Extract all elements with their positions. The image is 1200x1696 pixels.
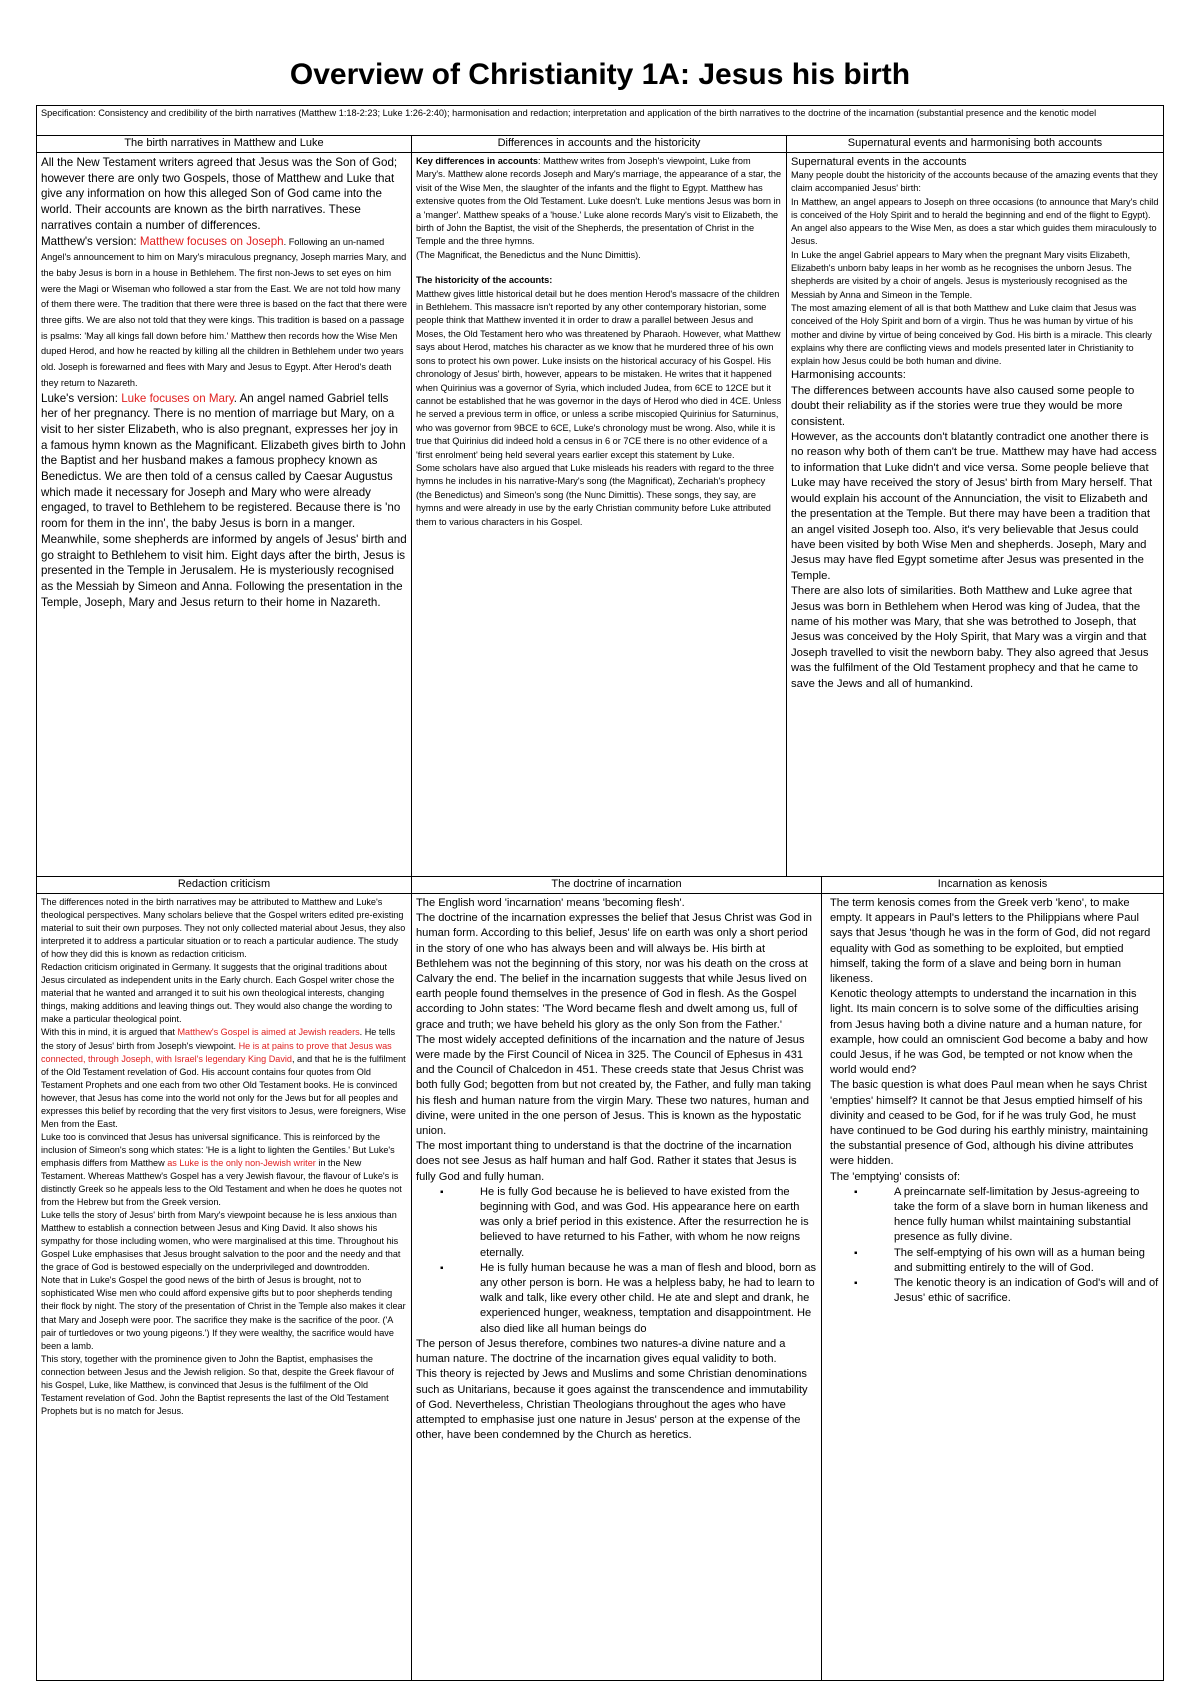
redaction-p2: Redaction criticism originated in Germany. It suggests that the original traditions about Jesus circulated as independent units in the Early church. Each Gospel writer chose the material that he wanted and arranged it to suit his own theological interests, changing things, making additions and leaving things out. They would also change the wording to make a particular theological point. bbox=[41, 962, 395, 1025]
page-title: Overview of Christianity 1A: Jesus his birth bbox=[289, 58, 911, 91]
doctrine-header: The doctrine of incarnation bbox=[412, 877, 821, 894]
luke-angel: In Luke the angel Gabriel appears to Mary when the pregnant Mary visits Elizabeth, Elizabeth's unborn baby leaps in her womb as he recognises the unborn Jesus. The shepherds are visited by a choir of angels. Jesus is mysteriously recognised as the Messiah by Anna and Simeon in the Temple. bbox=[791, 249, 1132, 300]
amazing-element: The most amazing element of all is that both Matthew and Luke claim that Jesus was conceived of the Holy Spirit and born of a virgin. Thus he was human by virtue of his mother and divine by virtue of being conceived by God. His birth is a miracle. This clearly explains why there are conflicting views and models presented later in Christianity to explain how Jesus could be both human and divine. bbox=[791, 302, 1152, 367]
similarities-text: There are also lots of similarities. Both Matthew and Luke agree that Jesus was born in Bethlehem when Herod was king of Judea, that the name of his mother was Mary, that she was betrothed to Joseph, that Jesus was conceived by the Holy Spirit, that Mary was a virgin and that Joseph travelled to visit the newborn baby. They also agreed that Jesus was the fulfilment of the Old Testament prophecy and that he came to save the Jews and all of humankind. bbox=[791, 585, 1149, 690]
doctrine-p6: This theory is rejected by Jews and Muslims and some Christian denominations such as Unitarians, because it goes against the transcendence and immutability of God. Nevertheless, Christian Theologians throughout the ages who have attempted to emphasise just one nature in Jesus' person at the expense of the other, have been condemned by the Church as heretics. bbox=[416, 1368, 808, 1442]
key-differences-label: Key differences in accounts bbox=[416, 156, 539, 166]
doctrine-p2: The doctrine of the incarnation expresses the belief that Jesus Christ was God in human form. According to this belief, Jesus' life on earth was only a short period in the story of one who has always been and will always be. His birth at Bethlehem was not the beginning of this story, nor was his death on the cross at Calvary the end. The belief in the incarnation suggests that while Jesus lived on earth people found themselves in the presence of God in flesh. As the Gospel according to John states: 'The Word became flesh and dwelt among us, full of grace and truth; we have beheld his glory as the only Son from the Father.' bbox=[416, 912, 812, 1031]
supernatural-label: Supernatural events in the accounts bbox=[791, 156, 967, 168]
birth-narratives-body bbox=[37, 153, 411, 610]
luke-non-jewish: as Luke is the only non-Jewish writer bbox=[167, 1157, 316, 1168]
redaction-p6: Note that in Luke's Gospel the good news of the birth of Jesus is brought, not to sophisticated Wise men who could afford expensive gifts but to poor shepherds tending their flock by night. The story of the presentation of Christ in the Temple also makes it clear that Mary and Joseph were poor. The sacrifice they make is the sacrifice of the poor. ('A pair of turtledoves or two young pigeons.') If they were wealthy, the sacrifice would have been a lamb. bbox=[41, 1275, 406, 1351]
redaction-p3 bbox=[41, 1026, 407, 1130]
differences-cell bbox=[412, 136, 787, 876]
list-item: ▪ A preincarnate self-limitation by Jesus-agreeing to take the form of a slave born in human likeness and hence fully human whilst maintaining substantial presence as fully divine. bbox=[894, 1185, 1159, 1246]
supernatural-small-text bbox=[791, 169, 1159, 368]
spacer bbox=[416, 262, 782, 274]
specification-row: Specification: Consistency and credibility of the birth narratives (Matthew 1:18-2:23; Luke 1:26-2:40); harmonisation and redaction; interpretation and application of the birth narratives to the doctrine of the incarnation (substantial presence and the kenotic model bbox=[37, 106, 1163, 136]
list-item: ▪ The kenotic theory is an indication of God's will and of Jesus' ethic of sacrifice. bbox=[894, 1276, 1159, 1306]
kenosis-p3: The basic question is what does Paul mean when he says Christ 'empties' himself? It cannot be that Jesus emptied himself of his divinity and ceased to be God, for if he was truly God, he must have continued to be God during his earthly ministry, maintaining the substantial presence of God, although his divine attributes were hidden. bbox=[830, 1079, 1148, 1168]
redaction-p4-b: in the New Testament. Whereas Matthew's Gospel has a very Jewish flavour, the flavour of Luke's is distinctly Greek so he appeals less to the Old Testament and when he does he quotes not from the Hebrew but from the Greek version. bbox=[41, 1157, 402, 1208]
kenosis-p4: The 'emptying' consists of: bbox=[830, 1170, 961, 1183]
list-item: ▪ He is fully God because he is believed to have existed from the beginning with God, and was God. His appearance here on earth was only a brief period in this existence. After the resurrection he is believed to have returned to his Father, with whom he now reigns eternally. bbox=[480, 1185, 817, 1261]
harmonising-label: Harmonising accounts: bbox=[791, 369, 906, 382]
redaction-cell bbox=[37, 877, 412, 1680]
key-differences-text: : Matthew writes from Joseph's viewpoint, Luke from Mary's. Matthew alone records Joseph and Mary's marriage, the appearance of a star, the visit of the Wise Men, the slaughter of the infants and the flight to Egypt. Matthew has extensive quotes from the Old Testament. Luke doesn't. Luke mentions Jesus was born in a 'manger'. Matthew speaks of a 'house.' Luke alone records Mary's visit to Elizabeth, the birth of John the Baptist, the visit of the Shepherds, the presentation of Christ in the Temple and the three hymns. bbox=[416, 156, 782, 247]
overview-table bbox=[36, 105, 1164, 1681]
luke-text: . An angel named Gabriel tells her of her pregnancy. There is no mention of marriage but Mary, on a visit to her sister Elizabeth, who is also pregnant, expresses her joy in a famous hymn known as the Magnificant. Elizabeth gives birth to John the Baptist and her husband makes a famous prophecy known as Benedictus. We are then told of a census called by Caesar Augustus which made it necessary for Joseph and Mary who were already engaged, to travel to Bethlehem to be registered. Because there is 'no room for them in the inn', the baby Jesus is born in a manger. Meanwhile, some shepherds are informed by angels of Jesus' birth and go straight to Bethlehem to visit him. Eight days after the birth, Jesus is presented in the Temple in Jerusalem. He is mysteriously recognised as the Messiah by Simeon and Anna. Following the presentation in the Temple, Joseph, Mary and Jesus return to their home in Nazareth. bbox=[41, 391, 407, 609]
supernatural-text: Many people doubt the historicity of the accounts because of the amazing events that they claim accompanied Jesus' birth: bbox=[791, 170, 1158, 194]
kenosis-body bbox=[822, 894, 1163, 1306]
kenosis-bullets bbox=[830, 1185, 1159, 1307]
doctrine-body bbox=[412, 894, 821, 1443]
three-hymns: (The Magnificat, the Benedictus and the Nunc Dimittis). bbox=[416, 249, 641, 260]
doctrine-p5: The person of Jesus therefore, combines two natures-a divine nature and a human nature. The doctrine of the incarnation gives equal validity to both. bbox=[416, 1337, 786, 1366]
kenosis-p1: The term kenosis comes from the Greek verb 'keno', to make empty. It appears in Paul's letters to the Philippians where Paul says that Jesus 'though he was in the form of God, did not regard equality with God as something to be exploited, but emptied himself, taking the form of a slave and being born in human likeness. bbox=[830, 897, 1151, 986]
historicity-label: The historicity of the accounts: bbox=[416, 275, 553, 286]
redaction-p4-a: Luke too is convinced that Jesus has universal significance. This is reinforced by the inclusion of Simeon's song which states: 'He is a light to lighten the Gentiles.' But Luke's emphasis differs from Matthew bbox=[41, 1131, 395, 1168]
redaction-p3-c: , and that he is the fulfilment of the Old Testament revelation of God. His account contains four quotes from Old Testament Prophets and one each from two other Old Testament books. He is convinced however, that Jesus has come into the world not only for the Jews but for all peoples and expresses this belief by recording that the very first visitors to Jesus, were foreigners, Wise Men from the East. bbox=[41, 1053, 406, 1129]
list-item: ▪ The self-emptying of his own will as a human being and submitting entirely to the will of God. bbox=[894, 1246, 1159, 1276]
harmonising-text: The differences between accounts have also caused some people to doubt their reliability as if the stories were true they would be more consistent. bbox=[791, 384, 1135, 428]
supernatural-header: Supernatural events and harmonising both accounts bbox=[787, 136, 1163, 153]
doctrine-p3: The most widely accepted definitions of the incarnation and the nature of Jesus were made by the First Council of Nicea in 325. The Council of Ephesus in 431 and the Council of Chalcedon in 451. These creeds state that Jesus Christ was both fully God; begotten from but not created by, the Father, and fully man taking his flesh and human nature from the virgin Mary. These two natures, human and divine, were united in the one person of Jesus. This is known as the hypostatic union. bbox=[416, 1033, 812, 1138]
redaction-body bbox=[37, 894, 411, 1418]
luke-label: Luke's version: bbox=[41, 391, 122, 405]
kenosis-header: Incarnation as kenosis bbox=[822, 877, 1163, 894]
top-row bbox=[37, 136, 1163, 877]
list-item: ▪ He is fully human because he was a man of flesh and blood, born as any other person is born. He was a helpless baby, he had to learn to walk and talk, like every other child. He ate and slept and drank, he experienced hunger, weakness, temptation and disappointment. He also died like all human beings do bbox=[480, 1261, 817, 1337]
doctrine-cell bbox=[412, 877, 822, 1680]
redaction-p7: This story, together with the prominence given to John the Baptist, emphasises the connection between Jesus and the Jewish religion. So that, despite the Greek flavour of his Gospel, Luke, like Matthew, is convinced that Jesus is the fulfilment of the Old Testament revelation of God. John the Baptist represents the last of the Old Testament Prophets but is no match for Jesus. bbox=[41, 1353, 394, 1416]
harmonising-section bbox=[791, 368, 1159, 692]
intro-paragraph: All the New Testament writers agreed that Jesus was the Son of God; however there are only two Gospels, those of Matthew and Luke that give any information on how this alleged Son of God came into the world. Their accounts are known as the birth narratives. These narratives contain a number of differences. bbox=[41, 156, 398, 232]
birth-narratives-header: The birth narratives in Matthew and Luke bbox=[37, 136, 411, 153]
doctrine-p1: The English word 'incarnation' means 'becoming flesh'. bbox=[416, 897, 685, 909]
matthew-angel: In Matthew, an angel appears to Joseph on three occasions (to announce that Mary's child is conceived of the Holy Spirit and to herald the beginning and end of the flight to Egypt). An angel also appears to the Wise Men, as does a star which guides them miraculously to Jesus. bbox=[791, 196, 1159, 247]
luke-version bbox=[41, 391, 407, 611]
differences-header: Differences in accounts and the historicity bbox=[412, 136, 786, 153]
redaction-p5: Luke tells the story of Jesus' birth from Mary's viewpoint because he is less anxious than Matthew to establish a connection between Jesus and King David. It also shows his sympathy for those including women, who were marginalised at this time. Throughout his Gospel Luke emphasises that Jesus brought salvation to the poor and the needy and that the grace of God is bestowed especially on the underprivileged and downtrodden. bbox=[41, 1210, 401, 1273]
historicity-text: Matthew gives little historical detail but he does mention Herod's massacre of the children in Bethlehem. This massacre isn't reported by any other contemporary historian, some people think that Matthew invented it in order to draw a parallel between Jesus and Moses, the Old Testament hero who was threatened by Pharaoh. However, what Matthew says about Herod, matches his character as we know that he murdered three of his own sons to protect his own power. Luke insists on the historical accuracy of his Gospel. His chronology of Jesus' birth, however, appears to be mistaken. He writes that it happened when Quirinius was a governor of Syria, which included Judea, from 6CE to 12CE but it cannot be established that he was governor in the days of Herod who died in 4CE. Unless he served a previous term in office, or unless a scribe miscopied Quirinius for Saturninus, who was governor from 9BCE to 6CE, Luke's chronology must be wrong. Also, while it is true that Quirinius did indeed hold a census in 6 or 7CE there is no other evidence of a 'first enrolment' being held several years earlier except this statement by Luke. bbox=[416, 288, 782, 460]
king-david-connection: He is at pains to prove that Jesus was connected, through Joseph, with Israel's legendary King David bbox=[41, 1040, 392, 1064]
hymns-paragraph: Some scholars have also argued that Luke misleads his readers with regard to the three hymns he includes in his narrative-Mary's song (the Magnificat), Zechariah's prophecy (the Benedictus) and Simeon's song (the Nunc Dimittis). These songs, they say, are hymns and were already in use by the early Christian community before Luke attributed them to various characters in his Gospel. bbox=[416, 462, 774, 527]
matthew-focus: Matthew focuses on Joseph bbox=[139, 234, 284, 248]
supernatural-cell bbox=[787, 136, 1163, 876]
matthew-label: Matthew's version: bbox=[41, 234, 140, 248]
redaction-header: Redaction criticism bbox=[37, 877, 411, 894]
redaction-p4 bbox=[41, 1131, 407, 1209]
luke-focus: Luke focuses on Mary bbox=[121, 391, 234, 405]
differences-body bbox=[412, 153, 786, 529]
however-text: However, as the accounts don't blatantly contradict one another there is no reason why both of them can't be true. Matthew may have had access to information that Luke didn't and vice versa. Some people believe that Luke may have received the story of Jesus' birth from Mary herself. That would explain his account of the Annunciation, the visit to Elizabeth and the presentation at the Temple. But there may have been a tradition that an angel visited Joseph too. Also, it's very believable that Jesus could have been visited by both Wise Men and shepherds. Joseph, Mary and Jesus may have fled Egypt sometime after Jesus was presented in the Temple. bbox=[791, 431, 1157, 582]
kenosis-cell bbox=[822, 877, 1163, 1680]
kenosis-p2: Kenotic theology attempts to understand the incarnation in this light. Its main concern is to solve some of the difficulties arising from Jesus having both a divine nature and a human nature, for example, how could an omniscient God become a baby and how could Jesus, if he was God, be tempted or not know when the world would end? bbox=[830, 988, 1148, 1077]
matthew-version bbox=[41, 234, 407, 391]
redaction-p1: The differences noted in the birth narratives may be attributed to Matthew and Luke's theological perspectives. Many scholars believe that the Gospel writers edited pre-existing material to suit their own purposes. They not only collected material about Jesus, they also interpreted it to address a particular situation or to reach a particular audience. The study of how they did this is known as redaction criticism. bbox=[41, 897, 406, 960]
redaction-p3-b: . He tells the story of Jesus' birth from Joseph's viewpoint. bbox=[41, 1027, 396, 1051]
doctrine-p4: The most important thing to understand is that the doctrine of the incarnation does not see Jesus as half human and half God. Rather it states that Jesus is fully God and fully human. bbox=[416, 1140, 797, 1183]
redaction-p3-a: With this in mind, it is argued that bbox=[41, 1027, 178, 1038]
doctrine-bullets bbox=[416, 1185, 817, 1337]
key-differences bbox=[416, 155, 782, 249]
bottom-row bbox=[37, 877, 1163, 1680]
matthew-jewish-readers: Matthew's Gospel is aimed at Jewish readers bbox=[177, 1027, 360, 1038]
birth-narratives-cell bbox=[37, 136, 412, 876]
matthew-text: . Following an un-named Angel's announcement to him on Mary's miraculous pregnancy, Joseph marries Mary, and the baby Jesus is born in a house in Bethlehem. The first non-Jews to set eyes on him were the Magi or Wiseman who followed a star from the East. We are not told how many of them there were. The tradition that there were three is based on the fact that there were three gifts. We are also not told that they were kings. This tradition is based on a passage is psalms: 'May all kings fall down before him.' Matthew then records how the Wise Men duped Herod, and how he reacted by killing all the children in Bethlehem under two years old. Joseph is forewarned and flees with Mary and Jesus to Egypt. After Herod's death they return to Nazareth. bbox=[41, 236, 408, 388]
supernatural-body bbox=[787, 153, 1163, 692]
